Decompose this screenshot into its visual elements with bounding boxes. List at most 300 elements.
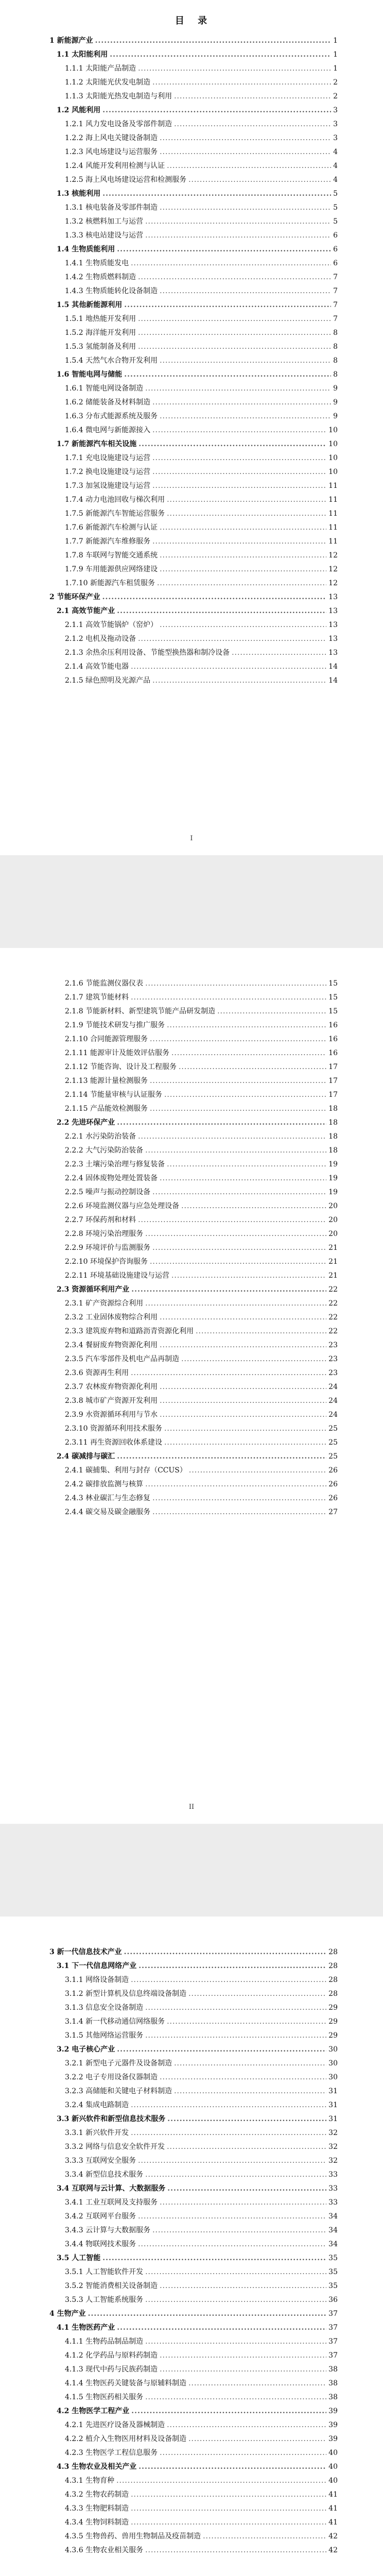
toc-entry-page: 7 (333, 315, 338, 323)
toc-subsection[interactable] (49, 2544, 338, 2557)
dot-leader (145, 215, 331, 229)
toc-subsection[interactable] (49, 2391, 338, 2404)
toc-entry-label: 1.4.1 生物质能发电 (65, 259, 129, 267)
toc-entry-page: 33 (328, 2198, 338, 2207)
toc-subsection[interactable] (49, 2015, 338, 2029)
toc-entry-label: 2.1.7 建筑节能材料 (65, 993, 129, 1002)
toc-section[interactable] (49, 298, 338, 312)
toc-subsection[interactable] (49, 1255, 338, 1269)
dot-leader (164, 1088, 326, 1102)
toc-subsection[interactable] (49, 1019, 338, 1032)
toc-entry-page: 31 (328, 2101, 338, 2109)
toc-section[interactable] (49, 1450, 338, 1464)
toc-subsection[interactable] (49, 465, 338, 479)
toc-subsection[interactable] (49, 2098, 338, 2112)
toc-entry-page: 7 (333, 273, 338, 281)
toc-subsection[interactable] (49, 201, 338, 215)
toc-subsection[interactable] (49, 2140, 338, 2154)
toc-entry-label: 1.7.7 新能源汽车维修服务 (65, 537, 151, 546)
toc-entry-page: 35 (328, 2268, 338, 2276)
toc-entry-label: 4.3.2 生物农药制造 (65, 2490, 129, 2499)
toc-entry-page: 13 (328, 649, 338, 657)
dot-leader (152, 2224, 326, 2238)
toc-subsection[interactable] (49, 2126, 338, 2140)
toc-subsection[interactable] (49, 2293, 338, 2307)
toc-entry-page: 25 (328, 1425, 338, 1433)
toc-subsection[interactable] (49, 2196, 338, 2210)
toc-subsection[interactable] (49, 2377, 338, 2391)
toc-entry-label: 1.3.2 核燃料加工与运营 (65, 217, 144, 226)
toc-subsection[interactable] (49, 1199, 338, 1213)
dot-leader (167, 159, 331, 173)
toc-entry-label: 2.4.4 碳交易及碳金融服务 (65, 1508, 151, 1516)
toc-subsection[interactable] (49, 229, 338, 243)
toc-entry-label: 1.5.3 氢能制备及利用 (65, 343, 136, 351)
dot-leader (117, 2321, 326, 2335)
toc-entry-label: 2 节能环保产业 (49, 593, 100, 601)
toc-subsection[interactable] (49, 2224, 338, 2238)
toc-entry-label: 2.2.11 环境基础设施建设与运营 (65, 1272, 169, 1280)
toc-subsection[interactable] (49, 2154, 338, 2168)
dot-leader (160, 563, 326, 577)
toc-entry-page: 41 (328, 2518, 338, 2527)
toc-subsection[interactable] (49, 2168, 338, 2182)
toc-entry-label: 2.2.8 环境污染治理服务 (65, 1230, 144, 1238)
toc-section[interactable] (49, 2251, 338, 2265)
toc-entry-page: 38 (328, 2379, 338, 2387)
toc-entry-label: 1.3 核能利用 (57, 190, 101, 198)
toc-entry-page: 11 (328, 510, 338, 518)
toc-entry-label: 4.1.5 生物医药相关服务 (65, 2393, 144, 2401)
toc-section[interactable] (49, 2460, 338, 2474)
dot-leader (152, 1185, 326, 1199)
toc-entry-label: 2.1.12 节能咨询、设计及工程服务 (65, 1063, 177, 1071)
toc-entry-label: 2.2.2 大气污染防治装备 (65, 1146, 144, 1155)
toc-entry-label: 1.7.9 车用能源供应网络建设 (65, 565, 158, 573)
toc-subsection[interactable] (49, 312, 338, 326)
toc-entry-page: 41 (328, 2490, 338, 2499)
toc-subsection[interactable] (49, 1380, 338, 1394)
toc-subsection[interactable] (49, 479, 338, 493)
toc-subsection[interactable] (49, 410, 338, 423)
page-gap (0, 855, 383, 948)
toc-section[interactable] (49, 368, 338, 382)
dot-leader (174, 90, 331, 104)
dot-leader (117, 2043, 326, 2057)
toc-subsection[interactable] (49, 1394, 338, 1408)
toc-section[interactable] (49, 2043, 338, 2057)
toc-subsection[interactable] (49, 1144, 338, 1158)
toc-subsection[interactable] (49, 1074, 338, 1088)
dot-leader (160, 2363, 326, 2377)
toc-entry-page: 12 (328, 551, 338, 560)
toc-subsection[interactable] (49, 1297, 338, 1311)
toc-entry-page: 13 (328, 607, 338, 615)
toc-subsection[interactable] (49, 1338, 338, 1352)
toc-subsection[interactable] (49, 2001, 338, 2015)
toc-entry-page: 7 (333, 287, 338, 295)
toc-section[interactable] (49, 243, 338, 257)
toc-subsection[interactable] (49, 2071, 338, 2084)
toc-subsection[interactable] (49, 131, 338, 145)
toc-entry-label: 2.3.5 汽车零部件及机电产品再制造 (65, 1355, 180, 1363)
dot-leader (131, 2516, 326, 2530)
dot-leader (160, 131, 331, 145)
toc-entry-page: 20 (328, 1230, 338, 1238)
dot-leader (138, 62, 331, 76)
toc-subsection[interactable] (49, 2488, 338, 2502)
toc-subsection[interactable] (49, 326, 338, 340)
dot-leader (145, 2335, 326, 2349)
toc-subsection[interactable] (49, 535, 338, 549)
toc-entry-label: 3.1.5 其他网络运营服务 (65, 2031, 144, 2040)
dot-leader (145, 2001, 326, 2015)
toc-subsection[interactable] (49, 1366, 338, 1380)
dot-leader (160, 1338, 326, 1352)
toc-chapter[interactable] (49, 2307, 338, 2321)
toc-entry-label: 3.1.3 信息安全设备制造 (65, 2004, 144, 2012)
page-number: II (188, 1803, 195, 1811)
toc-entry-page: 11 (328, 537, 338, 546)
toc-entry-page: 28 (328, 1948, 338, 1956)
toc-entry-label: 2.3.10 资源循环利用技术服务 (65, 1425, 162, 1433)
toc-subsection[interactable] (49, 660, 338, 674)
toc-section[interactable] (49, 2321, 338, 2335)
toc-subsection[interactable] (49, 2418, 338, 2432)
toc-page (0, 1917, 383, 2576)
toc-entry-page: 31 (328, 2115, 338, 2123)
dot-leader (152, 535, 326, 549)
dot-leader (160, 1380, 326, 1394)
toc-subsection[interactable] (49, 1464, 338, 1478)
dot-leader (167, 493, 326, 507)
toc-entry-label: 1.6.3 分布式能源系统及服务 (65, 412, 158, 420)
toc-subsection[interactable] (49, 270, 338, 284)
toc-subsection[interactable] (49, 257, 338, 270)
dot-leader (167, 1158, 326, 1172)
toc-entry-page: 18 (328, 1105, 338, 1113)
toc-entry-label: 1.2.2 海上风电关键设备制造 (65, 134, 158, 142)
toc-entry-label: 1.2.1 风力发电设备及零部件制造 (65, 120, 172, 128)
dot-leader (179, 1060, 326, 1074)
toc-entry-page: 32 (328, 2129, 338, 2137)
toc-entry-page: 23 (328, 1369, 338, 1377)
dot-leader (150, 1074, 326, 1088)
toc-entry-page: 30 (328, 2059, 338, 2067)
toc-section[interactable] (49, 187, 338, 201)
dot-leader (102, 2251, 326, 2265)
toc-entry-label: 2.3.9 水资源循环利用与节水 (65, 1411, 158, 1419)
dot-leader (131, 2488, 326, 2502)
toc-subsection[interactable] (49, 382, 338, 396)
toc-entry-label: 1.2.3 风电场建设与运营服务 (65, 148, 158, 156)
toc-subsection[interactable] (49, 173, 338, 187)
toc-subsection[interactable] (49, 2335, 338, 2349)
dot-leader (189, 1464, 326, 1478)
toc-subsection[interactable] (49, 340, 338, 354)
toc-subsection[interactable] (49, 674, 338, 688)
dot-leader (160, 2279, 326, 2293)
toc-subsection[interactable] (49, 493, 338, 507)
toc-entry-page: 40 (328, 2449, 338, 2457)
toc-chapter[interactable] (49, 34, 338, 48)
toc-section[interactable] (49, 604, 338, 618)
toc-entry-page: 13 (328, 621, 338, 629)
toc-subsection[interactable] (49, 1158, 338, 1172)
toc-entry-label: 1.3.3 核电站建设与运营 (65, 231, 144, 240)
dot-leader (124, 298, 331, 312)
toc-entry-label: 3.2.2 电子专用设备仪器制造 (65, 2073, 158, 2081)
toc-entry-page: 26 (328, 1494, 338, 1502)
toc-subsection[interactable] (49, 1032, 338, 1046)
toc-entry-page: 29 (328, 2004, 338, 2012)
toc-subsection[interactable] (49, 2446, 338, 2460)
dot-leader (167, 1019, 326, 1032)
toc-entry-page: 4 (333, 162, 338, 170)
dot-leader (171, 1046, 326, 1060)
toc-entry-label: 2.1.11 能源审计及能效评估服务 (65, 1049, 169, 1057)
toc-subsection[interactable] (49, 563, 338, 577)
toc-entry-label: 2.2.9 环境评价与监测服务 (65, 1244, 151, 1252)
toc-entry-label: 4.2 生物医学工程产业 (57, 2407, 130, 2415)
toc-entry-label: 1.1 太阳能利用 (57, 50, 108, 59)
toc-subsection[interactable] (49, 1325, 338, 1338)
toc-entry-page: 38 (328, 2365, 338, 2374)
toc-entry-page: 10 (328, 426, 338, 434)
toc-entry-page: 14 (328, 663, 338, 671)
dot-leader (160, 2196, 326, 2210)
toc-subsection[interactable] (49, 1492, 338, 1505)
toc-subsection[interactable] (49, 62, 338, 76)
dot-leader (138, 326, 331, 340)
toc-entry-page: 34 (328, 2240, 338, 2248)
toc-subsection[interactable] (49, 2502, 338, 2516)
dot-leader (102, 590, 327, 604)
toc-section[interactable] (49, 104, 338, 117)
toc-entry-label: 3.1 下一代信息网络产业 (57, 1962, 137, 1970)
toc-subsection[interactable] (49, 90, 338, 104)
dot-leader (131, 257, 331, 270)
toc-entry-label: 4 生物产业 (49, 2310, 86, 2318)
dot-leader (167, 2112, 326, 2126)
toc-section[interactable] (49, 1116, 338, 1130)
toc-entry-page: 32 (328, 2157, 338, 2165)
toc-subsection[interactable] (49, 646, 338, 660)
toc-subsection[interactable] (49, 215, 338, 229)
toc-entry-label: 2.1.9 节能技术研发与推广服务 (65, 1021, 165, 1029)
toc-subsection[interactable] (49, 1269, 338, 1283)
toc-subsection[interactable] (49, 1505, 338, 1519)
toc-entry-page: 19 (328, 1160, 338, 1168)
toc-subsection[interactable] (49, 1311, 338, 1325)
toc-subsection[interactable] (49, 2265, 338, 2279)
toc-subsection[interactable] (49, 577, 338, 590)
toc-subsection[interactable] (49, 507, 338, 521)
toc-subsection[interactable] (49, 76, 338, 90)
toc-entry-label: 1.2 风能利用 (57, 106, 101, 114)
dot-leader (145, 2544, 326, 2557)
toc-chapter[interactable] (49, 590, 338, 604)
dot-leader (167, 2418, 326, 2432)
dot-leader (150, 1255, 326, 1269)
dot-leader (174, 117, 331, 131)
toc-entry-label: 4.2.2 植介入生物医用材料及设备制造 (65, 2435, 187, 2443)
toc-entry-label: 1.7.4 动力电池回收与梯次利用 (65, 496, 165, 504)
dot-leader (152, 451, 326, 465)
toc-subsection[interactable] (49, 618, 338, 632)
toc-subsection[interactable] (49, 2279, 338, 2293)
dot-leader (157, 577, 326, 590)
toc-subsection[interactable] (49, 977, 338, 991)
toc-subsection[interactable] (49, 354, 338, 368)
toc-subsection[interactable] (49, 2029, 338, 2043)
toc-entry-label: 1.6 智能电网与储能 (57, 370, 123, 379)
toc-subsection[interactable] (49, 1241, 338, 1255)
toc-subsection[interactable] (49, 2530, 338, 2544)
toc-subsection[interactable] (49, 1227, 338, 1241)
toc-subsection[interactable] (49, 145, 338, 159)
dot-leader (160, 1394, 326, 1408)
toc-subsection[interactable] (49, 2363, 338, 2377)
toc-entry-label: 4.3.6 生物农业相关服务 (65, 2546, 144, 2554)
toc-entry-label: 3 新一代信息技术产业 (49, 1948, 122, 1956)
toc-subsection[interactable] (49, 284, 338, 298)
toc-subsection[interactable] (49, 1987, 338, 2001)
toc-entry-page: 16 (328, 1021, 338, 1029)
dot-leader (167, 507, 326, 521)
dot-leader (145, 2265, 326, 2279)
toc-subsection[interactable] (49, 1185, 338, 1199)
dot-leader (138, 1213, 326, 1227)
toc-subsection[interactable] (49, 1478, 338, 1492)
toc-subsection[interactable] (49, 521, 338, 535)
dot-leader (131, 1973, 326, 1987)
toc-section[interactable] (49, 437, 338, 451)
toc-entry-label: 2.3.8 城市矿产资源开发利用 (65, 1397, 158, 1405)
toc-entry-label: 2.1.10 合同能源管理服务 (65, 1035, 148, 1043)
toc-entry-page: 22 (328, 1327, 338, 1335)
toc-section[interactable] (49, 2182, 338, 2196)
toc-entry-page: 24 (328, 1411, 338, 1419)
toc-subsection[interactable] (49, 2349, 338, 2363)
toc-subsection[interactable] (49, 632, 338, 646)
dot-leader (160, 1172, 326, 1185)
toc-subsection[interactable] (49, 2516, 338, 2530)
toc-subsection[interactable] (49, 1422, 338, 1436)
toc-entry-label: 1.7.3 加氢设施建设与运营 (65, 482, 151, 490)
toc-entry-label: 2.4.2 碳排放监测与核算 (65, 1480, 144, 1488)
toc-entry-page: 11 (328, 523, 338, 532)
toc-entry-page: 6 (333, 245, 338, 253)
toc-subsection[interactable] (49, 1172, 338, 1185)
toc-subsection[interactable] (49, 1973, 338, 1987)
toc-subsection[interactable] (49, 1213, 338, 1227)
dot-leader (131, 2502, 326, 2516)
toc-entry-label: 3.2.1 新型电子元器件及设备制造 (65, 2059, 172, 2067)
toc-entry-page: 20 (328, 1216, 338, 1224)
toc-entry-page: 4 (333, 176, 338, 184)
toc-subsection[interactable] (49, 451, 338, 465)
toc-subsection[interactable] (49, 2238, 338, 2251)
toc-entry-label: 3.3.4 新型信息技术服务 (65, 2171, 144, 2179)
toc-subsection[interactable] (49, 1102, 338, 1116)
toc-subsection[interactable] (49, 1352, 338, 1366)
dot-leader (145, 1227, 326, 1241)
dot-leader (131, 2126, 326, 2140)
toc-entry-label: 3.3.2 网络与信息安全软件开发 (65, 2143, 165, 2151)
toc-subsection[interactable] (49, 1436, 338, 1450)
toc-entry-label: 2.1.2 电机及拖动设备 (65, 635, 136, 643)
toc-subsection[interactable] (49, 2432, 338, 2446)
toc-entry-label: 2.3.3 建筑废弃物和道路沥青资源化利用 (65, 1327, 194, 1335)
toc-entry-page: 41 (328, 2504, 338, 2513)
toc-subsection[interactable] (49, 1060, 338, 1074)
toc-subsection[interactable] (49, 1046, 338, 1060)
toc-subsection[interactable] (49, 2210, 338, 2224)
dot-leader (145, 1297, 326, 1311)
toc-entry-label: 3.3.1 新兴软件开发 (65, 2129, 129, 2137)
toc-chapter[interactable] (49, 1945, 338, 1959)
toc-entry-page: 17 (328, 1077, 338, 1085)
toc-subsection[interactable] (49, 396, 338, 410)
toc-entry-page: 10 (328, 454, 338, 462)
toc-subsection[interactable] (49, 1130, 338, 1144)
toc-entry-label: 1.6.4 微电网与新能源接入 (65, 426, 151, 434)
toc-subsection[interactable] (49, 117, 338, 131)
toc-entry-label: 4.3.3 生物肥料制造 (65, 2504, 129, 2513)
toc-subsection[interactable] (49, 2084, 338, 2098)
toc-section[interactable] (49, 1283, 338, 1297)
toc-entry-label: 3.5.3 人工智能系统服务 (65, 2296, 144, 2304)
toc-entry-page: 10 (328, 468, 338, 476)
toc-section[interactable] (49, 2404, 338, 2418)
toc-entry-page: 28 (328, 1976, 338, 1984)
toc-subsection[interactable] (49, 2474, 338, 2488)
dot-leader (152, 423, 326, 437)
dot-leader (160, 201, 331, 215)
dot-leader (88, 2307, 327, 2321)
toc-subsection[interactable] (49, 1408, 338, 1422)
toc-entry-page: 15 (328, 1007, 338, 1015)
dot-leader (152, 1492, 326, 1505)
toc-section[interactable] (49, 1959, 338, 1973)
toc-entry-label: 3.4.4 物联网技术服务 (65, 2240, 136, 2248)
toc-entry-label: 4.3.5 生物兽药、兽用生物制品及疫苗制造 (65, 2532, 201, 2540)
toc-subsection[interactable] (49, 2057, 338, 2071)
toc-entry-page: 39 (328, 2421, 338, 2429)
toc-subsection[interactable] (49, 1088, 338, 1102)
toc-subsection[interactable] (49, 991, 338, 1005)
toc-entry-label: 3.5 人工智能 (57, 2254, 101, 2262)
toc-section[interactable] (49, 2112, 338, 2126)
toc-entry-page: 8 (333, 343, 338, 351)
toc-subsection[interactable] (49, 423, 338, 437)
toc-entry-page: 8 (333, 357, 338, 365)
toc-entry-label: 4.3.1 生物育种 (65, 2477, 115, 2485)
toc-entry-label: 1.3.1 核电装备及零部件制造 (65, 204, 158, 212)
toc-entry-label: 1.7.2 换电设施建设与运营 (65, 468, 151, 476)
toc-subsection[interactable] (49, 549, 338, 563)
toc-entry-page: 3 (333, 134, 338, 142)
toc-subsection[interactable] (49, 159, 338, 173)
toc-entry-page: 40 (328, 2477, 338, 2485)
toc-entry-page: 15 (328, 979, 338, 988)
toc-list (49, 1945, 338, 2557)
toc-section[interactable] (49, 48, 338, 62)
toc-entry-page: 42 (328, 2546, 338, 2554)
toc-entry-label: 2.1.1 高效节能锅炉（窑炉） (65, 621, 158, 629)
toc-subsection[interactable] (49, 1005, 338, 1019)
